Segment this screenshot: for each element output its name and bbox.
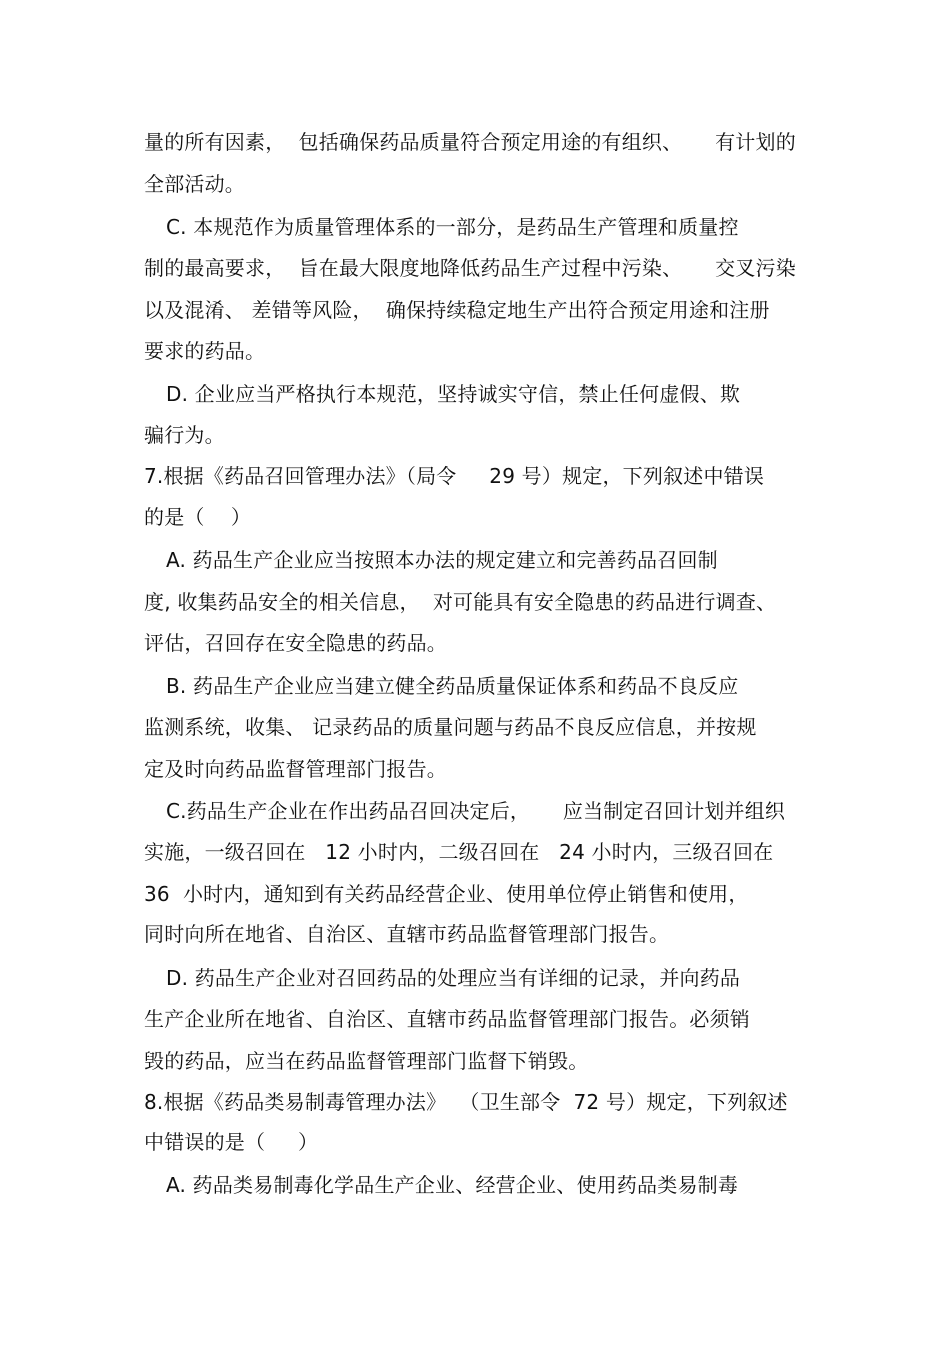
text-line: 中错误的是（ ）	[144, 1130, 319, 1154]
text-line: 以及混淆、 差错等风险， 确保持续稳定地生产出符合预定用途和注册	[144, 298, 770, 322]
text-line: 要求的药品。	[144, 339, 266, 363]
text-line: D. 药品生产企业对召回药品的处理应当有详细的记录，并向药品	[166, 966, 741, 990]
text-line: 的是（ ）	[144, 505, 252, 529]
text-line: A. 药品生产企业应当按照本办法的规定建立和完善药品召回制	[166, 548, 718, 572]
text-line: 骗行为。	[144, 423, 225, 447]
text-line: A. 药品类易制毒化学品生产企业、经营企业、使用药品类易制毒	[166, 1173, 739, 1197]
question-8-title: 8.根据《药品类易制毒管理办法》 （卫生部令 72 号）规定，下列叙述	[144, 1090, 788, 1114]
text-line: 36 小时内，通知到有关药品经营企业、使用单位停止销售和使用，	[144, 882, 749, 906]
text-line: 生产企业所在地省、自治区、直辖市药品监督管理部门报告。必须销	[144, 1007, 750, 1031]
text-line: 全部活动。	[144, 172, 245, 196]
text-line: 制的最高要求， 旨在最大限度地降低药品生产过程中污染、 交叉污染	[144, 256, 796, 280]
text-line: C.药品生产企业在作出药品召回决定后， 应当制定召回计划并组织	[166, 799, 786, 823]
text-line: 监测系统，收集、 记录药品的质量问题与药品不良反应信息，并按规	[144, 715, 757, 739]
text-line: C. 本规范作为质量管理体系的一部分，是药品生产管理和质量控	[166, 215, 739, 239]
text-line: 量的所有因素， 包括确保药品质量符合预定用途的有组织、 有计划的	[144, 130, 796, 154]
text-line: D. 企业应当严格执行本规范，坚持诚实守信，禁止任何虚假、欺	[166, 382, 741, 406]
question-7-title: 7.根据《药品召回管理办法》（局令 29 号）规定，下列叙述中错误	[144, 464, 765, 488]
text-line: 度, 收集药品安全的相关信息， 对可能具有安全隐患的药品进行调查、	[144, 590, 777, 614]
text-line: 实施，一级召回在 12 小时内，二级召回在 24 小时内，三级召回在	[144, 840, 774, 864]
text-line: 定及时向药品监督管理部门报告。	[144, 757, 447, 781]
text-line: B. 药品生产企业应当建立健全药品质量保证体系和药品不良反应	[166, 674, 739, 698]
text-line: 评估，召回存在安全隐患的药品。	[144, 631, 447, 655]
text-line: 同时向所在地省、自治区、直辖市药品监督管理部门报告。	[144, 922, 670, 946]
text-line: 毁的药品，应当在药品监督管理部门监督下销毁。	[144, 1049, 589, 1073]
